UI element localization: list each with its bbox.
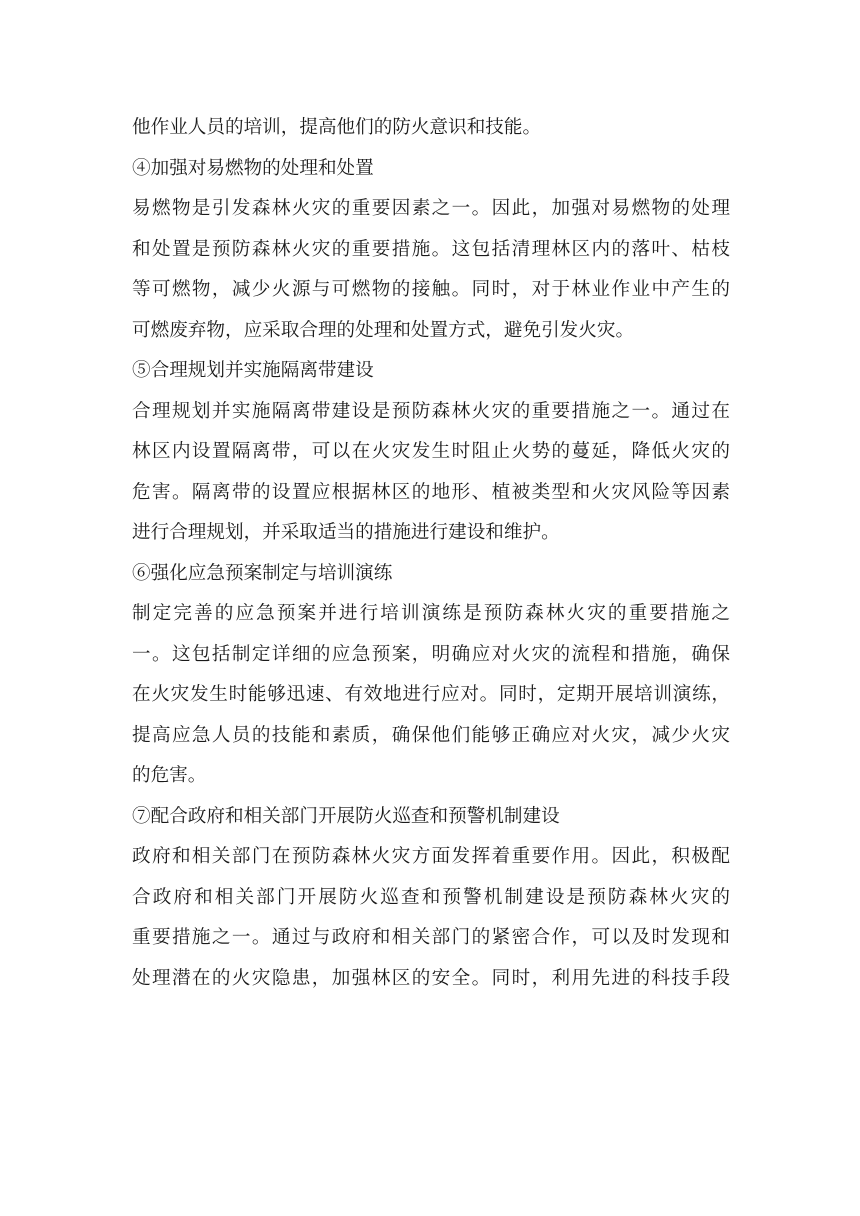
text-line: 易燃物是引发森林火灾的重要因素之一。因此，加强对易燃物的处理 bbox=[132, 198, 730, 219]
section-heading: ⑤合理规划并实施隔离带建设 bbox=[132, 360, 374, 381]
text-line: 可燃废弃物，应采取合理的处理和处置方式，避免引发火灾。 bbox=[132, 319, 635, 341]
text-line: 的危害。 bbox=[132, 765, 207, 786]
section-heading: ④加强对易燃物的处理和处置 bbox=[132, 157, 374, 179]
text-line: 等可燃物，减少火源与可燃物的接触。同时，对于林业作业中产生的 bbox=[132, 279, 730, 300]
text-line: 提高应急人员的技能和素质，确保他们能够正确应对火灾，减少火灾 bbox=[132, 724, 730, 746]
text-line: 合理规划并实施隔离带建设是预防森林火灾的重要措施之一。通过在 bbox=[132, 400, 730, 422]
text-line: 处理潜在的火灾隐患，加强林区的安全。同时，利用先进的科技手段 bbox=[132, 967, 730, 989]
document-page bbox=[132, 108, 730, 999]
text-line: 他作业人员的培训，提高他们的防火意识和技能。 bbox=[132, 117, 542, 138]
text-line: 危害。隔离带的设置应根据林区的地形、植被类型和火灾风险等因素 bbox=[132, 481, 730, 503]
text-line: 在火灾发生时能够迅速、有效地进行应对。同时，定期开展培训演练， bbox=[132, 684, 730, 705]
text-line: 和处置是预防森林火灾的重要措施。这包括清理林区内的落叶、枯枝 bbox=[132, 238, 730, 260]
section-heading: ⑦配合政府和相关部门开展防火巡查和预警机制建设 bbox=[132, 805, 560, 827]
section-heading: ⑥强化应急预案制定与培训演练 bbox=[132, 562, 393, 584]
text-line: 合政府和相关部门开展防火巡查和预警机制建设是预防森林火灾的 bbox=[132, 886, 730, 908]
text-line: 重要措施之一。通过与政府和相关部门的紧密合作，可以及时发现和 bbox=[132, 927, 730, 948]
text-line: 进行合理规划，并采取适当的措施进行建设和维护。 bbox=[132, 522, 560, 543]
text-line: 林区内设置隔离带，可以在火灾发生时阻止火势的蔓延，降低火灾的 bbox=[132, 441, 730, 462]
text-line: 政府和相关部门在预防森林火灾方面发挥着重要作用。因此，积极配 bbox=[132, 846, 730, 867]
text-line: 制定完善的应急预案并进行培训演练是预防森林火灾的重要措施之 bbox=[132, 603, 730, 624]
text-line: 一。这包括制定详细的应急预案，明确应对火灾的流程和措施，确保 bbox=[132, 643, 730, 665]
